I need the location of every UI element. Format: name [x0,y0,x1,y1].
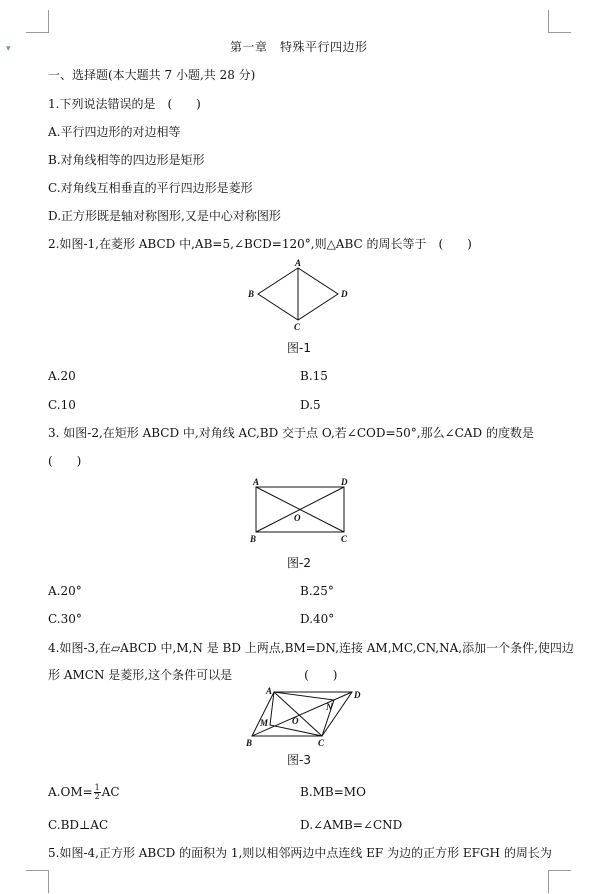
one-half-fraction [94,784,101,801]
figure-2-rectangle [244,477,364,545]
fraction-numerator: 1 [94,783,100,792]
q2-option-c: C.10 [48,398,76,412]
q1-option-b: B.对角线相等的四边形是矩形 [48,153,205,167]
fig3-label-c: C [318,738,325,748]
fig3-label-b: B [246,738,253,748]
page-corner-mark-bottom-right [548,870,571,893]
q4-option-a [48,784,120,801]
fraction-denominator: 2 [94,792,100,801]
q2-option-b: B.15 [300,369,328,383]
fig2-label-a: A [253,477,260,487]
q3-option-a: A.20° [48,584,82,598]
q3-option-d: D.40° [300,612,335,626]
q2-stem: 2.如图-1,在菱形 ABCD 中,AB=5,∠BCD=120°,则△ABC 的周长等于 ( ) [48,237,472,251]
figure-3-caption: 图-3 [287,753,311,767]
fig2-label-c: C [341,534,348,544]
figure-2-caption: 图-2 [287,556,311,570]
q1-option-a: A.平行四边形的对边相等 [48,125,181,139]
collapse-caret-icon[interactable]: ▾ [6,44,11,54]
figure-1-rhombus [240,256,360,334]
fig3-label-o: O [292,716,299,726]
figure-3-parallelogram [240,684,370,748]
page-corner-mark-top-right [548,10,571,33]
q5-stem: 5.如图-4,正方形 ABCD 的面积为 1,则以相邻两边中点连线 EF 为边的正方形 EFGH 的周长为 [48,846,552,860]
fig3-label-a: A [266,686,273,696]
q1-stem: 1.下列说法错误的是 ( ) [48,97,201,111]
fig1-label-a: A [295,258,302,268]
q3-stem-line-1: 3. 如图-2,在矩形 ABCD 中,对角线 AC,BD 交于点 O,若∠COD=50°,那么∠CAD 的度数是 [48,426,534,440]
q2-option-d: D.5 [300,398,321,412]
q4-option-c: C.BD⊥AC [48,818,109,832]
fig3-label-d: D [354,690,361,700]
q1-option-c: C.对角线互相垂直的平行四边形是菱形 [48,181,253,195]
q3-stem-line-2: ( ) [48,454,82,468]
q4-stem-line-2: 形 AMCN 是菱形,这个条件可以是 ( ) [48,668,338,682]
q4-option-b: B.MB=MO [300,785,366,799]
fig3-label-m: M [260,718,269,728]
q4-option-d: D.∠AMB=∠CND [300,818,403,832]
q3-option-c: C.30° [48,612,82,626]
q2-option-a: A.20 [48,369,76,383]
fig3-label-n: N [326,702,333,712]
q4-option-a-suffix: AC [101,785,120,799]
fig2-label-o: O [294,513,301,523]
q4-stem-line-1: 4.如图-3,在▱ABCD 中,M,N 是 BD 上两点,BM=DN,连接 AM,MC,CN,NA,添加一个条件,使四边 [48,641,574,655]
fig2-label-d: D [341,477,348,487]
fig1-label-d: D [341,289,348,299]
fig2-label-b: B [250,534,257,544]
page-title: 第一章 特殊平行四边形 [230,40,368,54]
fig1-label-b: B [248,289,255,299]
page-corner-mark-top-left [26,10,49,33]
q4-option-a-prefix: A.OM= [48,785,93,799]
fig1-label-c: C [294,322,301,332]
section-heading: 一、选择题(本大题共 7 小题,共 28 分) [48,68,256,82]
q1-option-d: D.正方形既是轴对称图形,又是中心对称图形 [48,209,281,223]
page-corner-mark-bottom-left [26,870,49,893]
figure-1-caption: 图-1 [287,341,311,355]
q3-option-b: B.25° [300,584,334,598]
